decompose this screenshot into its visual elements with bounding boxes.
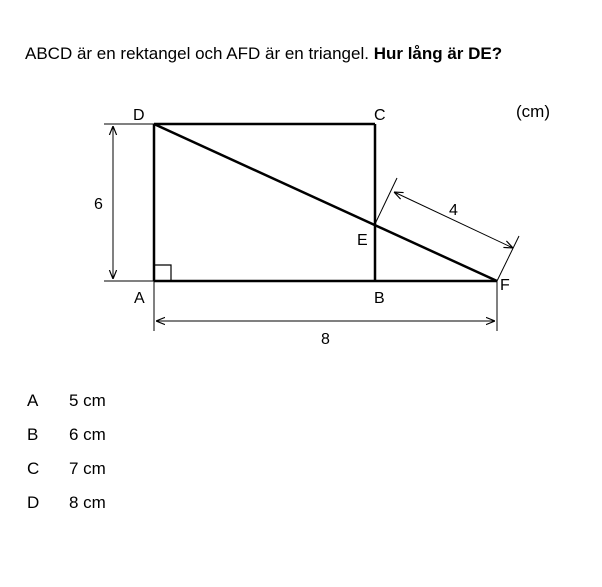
- option-value: 5 cm: [69, 391, 106, 410]
- label-point-e: E: [357, 232, 368, 249]
- answer-options: [27, 384, 106, 520]
- option-letter: D: [27, 493, 40, 512]
- hypotenuse-df: [154, 124, 497, 281]
- dimension-arrow-ef: [394, 192, 513, 248]
- label-ef: 4: [449, 202, 458, 219]
- extension-line-f2: [497, 236, 519, 281]
- option-letter: C: [27, 459, 40, 478]
- question-statement: ABCD är en rektangel och AFD är en triangel.: [25, 44, 369, 63]
- question-prompt: Hur lång är DE?: [373, 44, 503, 63]
- option-value: 8 cm: [69, 493, 106, 512]
- right-angle-marker: [154, 265, 171, 281]
- option-a[interactable]: [27, 384, 106, 418]
- unit-label: (cm): [516, 102, 550, 121]
- label-point-d: D: [133, 107, 145, 124]
- option-letter: A: [27, 391, 39, 410]
- option-c[interactable]: [27, 452, 106, 486]
- option-value: 6 cm: [69, 425, 106, 444]
- label-point-b: B: [374, 290, 385, 307]
- option-letter: B: [27, 425, 39, 444]
- label-point-f: F: [500, 277, 510, 294]
- option-value: 7 cm: [69, 459, 106, 478]
- extension-line-e: [375, 178, 397, 224]
- label-base: 8: [321, 331, 330, 348]
- option-d[interactable]: [27, 486, 106, 520]
- rectangle-abcd: [154, 124, 375, 281]
- label-point-a: A: [134, 290, 145, 307]
- label-height: 6: [94, 196, 103, 213]
- label-point-c: C: [374, 107, 386, 124]
- option-b[interactable]: [27, 418, 106, 452]
